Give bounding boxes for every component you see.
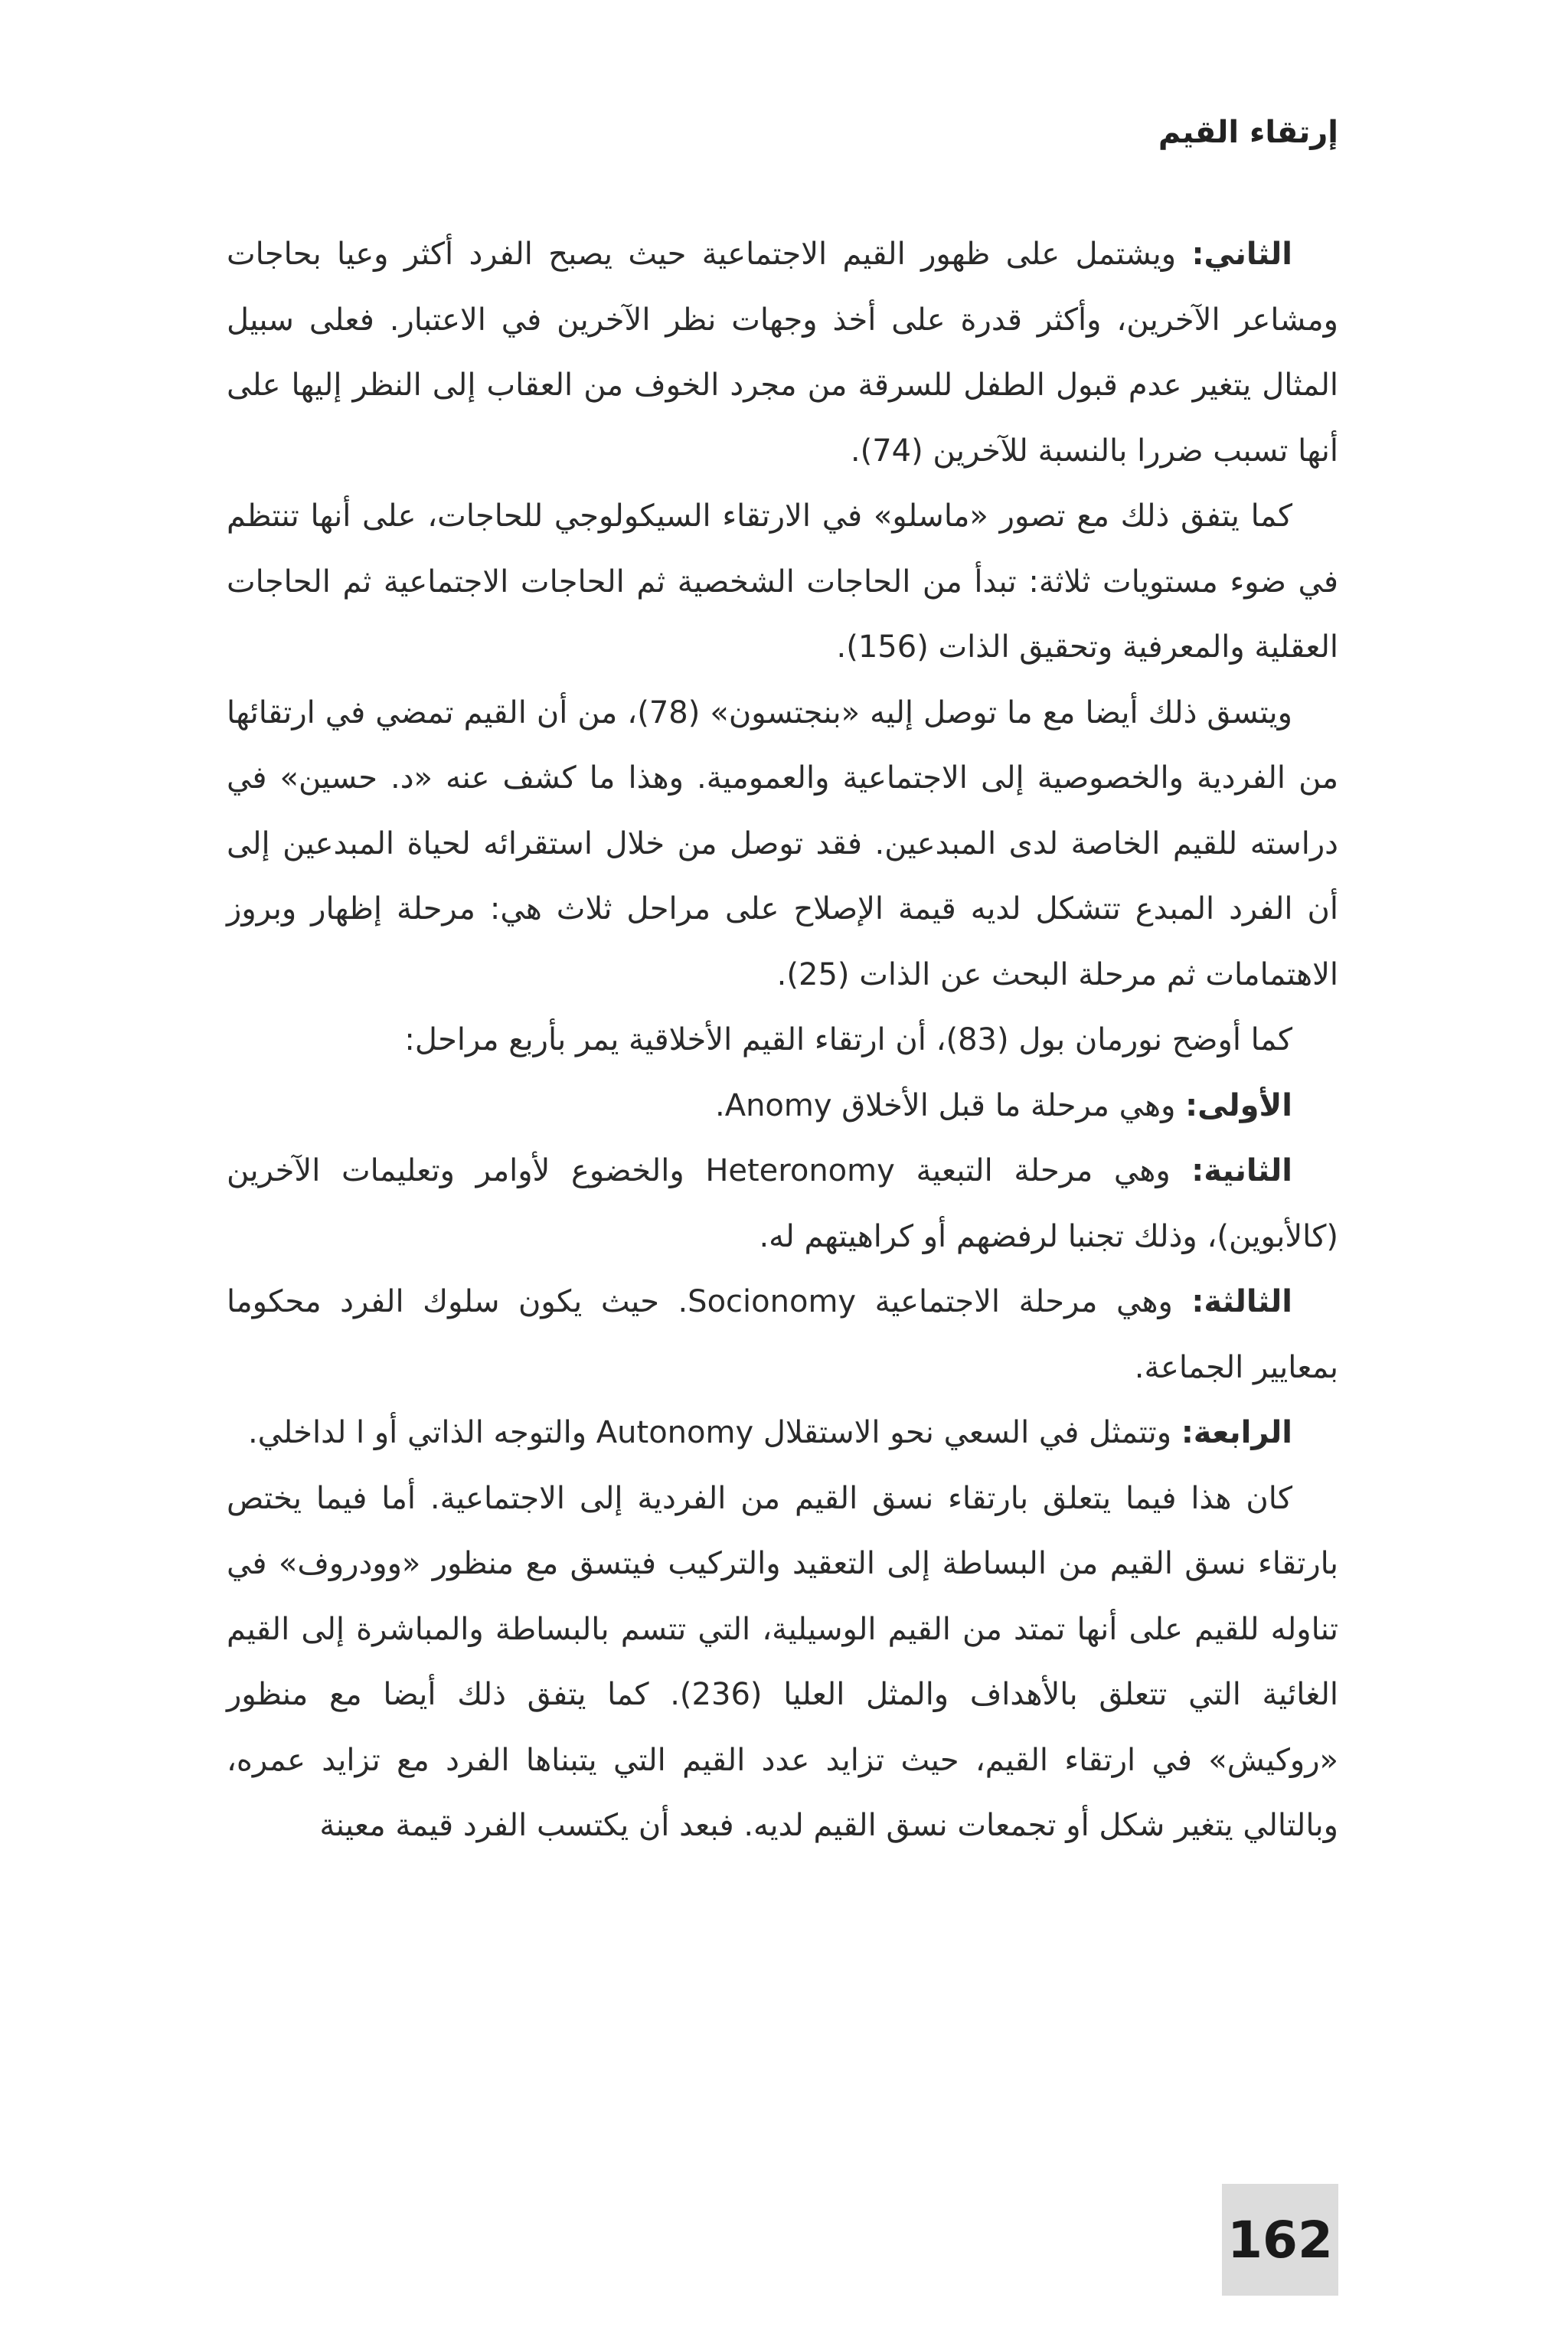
running-header-title: إرتقاء القيم: [1158, 115, 1338, 150]
paragraph: [227, 484, 1338, 681]
paragraph: [227, 1466, 1338, 1859]
page-number-box: [1222, 2184, 1338, 2296]
paragraph-lead: الأولى:: [1185, 1087, 1292, 1123]
paragraph: [227, 1008, 1338, 1074]
paragraph-lead: الثاني:: [1191, 237, 1292, 272]
paragraph-text: ويشتمل على ظهور القيم الاجتماعية حيث يصبح الفرد أكثر وعيا بحاجات ومشاعر الآخرين، وأكثر قدرة على أخذ وجهات نظر الآخرين في الاعتبار. فعلى سبيل المثال يتغير عدم قبول الطفل للسرقة من مجرد الخوف من العقاب إلى النظر إليها على أنها تسبب ضررا بالنسبة للآخرين (74).: [227, 237, 1338, 469]
paragraph-text: وهي مرحلة التبعية Heteronomy والخضوع لأوامر وتعليمات الآخرين (كالأبوين)، وذلك تجنبا لرفضهم أو كراهيتهم له.: [227, 1153, 1338, 1254]
paragraph-text: كما أوضح نورمان بول (83)، أن ارتقاء القيم الأخلاقية يمر بأربع مراحل:: [404, 1022, 1292, 1057]
page-number: 162: [1227, 2210, 1333, 2270]
paragraph-text: كان هذا فيما يتعلق بارتقاء نسق القيم من الفردية إلى الاجتماعية. أما فيما يختص بارتقاء نسق القيم من البساطة إلى التعقيد والتركيب فيتسق مع منظور «وودروف» في تناوله للقيم على أنها تمتد من القيم الوسيلية، التي تتسم بالبساطة والمباشرة إلى القيم الغائية التي تتعلق بالأهداف والمثل العليا (236). كما يتفق ذلك أيضا مع منظور «روكيش» في ارتقاء القيم، حيث تزايد عدد القيم التي يتبناها الفرد مع تزايد عمره، وبالتالي يتغير شكل أو تجمعات نسق القيم لديه. فبعد أن يكتسب الفرد قيمة معينة: [227, 1480, 1338, 1843]
paragraph-lead: الثانية:: [1191, 1153, 1292, 1188]
paragraph: [227, 1074, 1338, 1139]
paragraph-text: وتتمثل في السعي نحو الاستقلال Autonomy والتوجه الذاتي أو ا لداخلي.: [247, 1415, 1181, 1450]
paragraph: [227, 222, 1338, 484]
paragraph-text: وهي مرحلة الاجتماعية Socionomy. حيث يكون سلوك الفرد محكوما بمعايير الجماعة.: [227, 1284, 1338, 1385]
paragraph: [227, 1139, 1338, 1270]
body-text: [227, 222, 1338, 1859]
paragraph-lead: الثالثة:: [1191, 1284, 1293, 1319]
paragraph-text: ويتسق ذلك أيضا مع ما توصل إليه «بنجتسون» (78)، من أن القيم تمضي في ارتقائها من الفردية والخصوصية إلى الاجتماعية والعمومية. وهذا ما كشف عنه «د. حسين» في دراسته للقيم الخاصة لدى المبدعين. فقد توصل من خلال استقرائه لحياة المبدعين إلى أن الفرد المبدع تتشكل لديه قيمة الإصلاح على مراحل ثلاث هي: مرحلة إظهار وبروز الاهتمامات ثم مرحلة البحث عن الذات (25).: [227, 695, 1338, 992]
paragraph-lead: الرابعة:: [1181, 1415, 1292, 1450]
paragraph: [227, 1401, 1338, 1466]
paragraph: [227, 1270, 1338, 1401]
paragraph: [227, 681, 1338, 1008]
paragraph-text: كما يتفق ذلك مع تصور «ماسلو» في الارتقاء السيكولوجي للحاجات، على أنها تنتظم في ضوء مستويات ثلاثة: تبدأ من الحاجات الشخصية ثم الحاجات الاجتماعية ثم الحاجات العقلية والمعرفية وتحقيق الذات (156).: [227, 498, 1338, 665]
paragraph-text: وهي مرحلة ما قبل الأخلاق Anomy.: [715, 1087, 1186, 1123]
